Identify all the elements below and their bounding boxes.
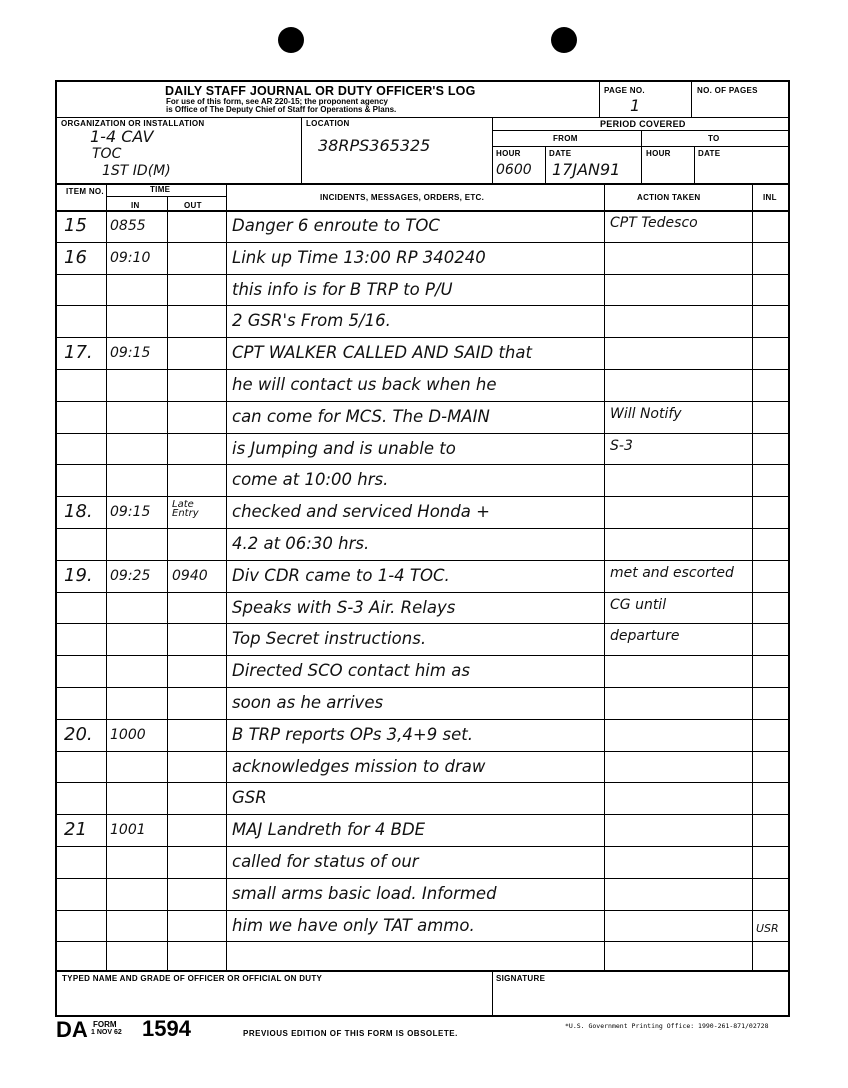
item-no-label: ITEM NO.: [66, 187, 104, 196]
divider: [599, 81, 600, 117]
row-line: [56, 369, 789, 370]
row-line: [56, 655, 789, 656]
action-taken-label: ACTION TAKEN: [637, 193, 701, 202]
row-incident-text[interactable]: called for status of our: [232, 852, 419, 871]
binder-hole-right: [551, 27, 577, 53]
row-time-in[interactable]: 09:15: [110, 345, 151, 362]
divider: [56, 117, 789, 118]
row-line: [56, 878, 789, 879]
row-incident-text[interactable]: acknowledges mission to draw: [232, 756, 486, 776]
row-incident-text[interactable]: Link up Time 13:00 RP 340240: [232, 247, 486, 267]
row-line: [56, 274, 789, 275]
row-item-no[interactable]: 18.: [64, 501, 93, 523]
row-time-in[interactable]: 1001: [110, 822, 146, 839]
page-no-label: PAGE NO.: [604, 86, 645, 95]
row-line: [56, 719, 789, 720]
form-subtitle-2: is Office of The Deputy Chief of Staff for Operations & Plans.: [166, 105, 397, 114]
location-label: LOCATION: [306, 119, 350, 128]
divider: [301, 117, 302, 183]
to-date-label: DATE: [698, 149, 721, 158]
row-line: [56, 464, 789, 465]
from-date-value[interactable]: 17JAN91: [552, 160, 621, 179]
divider: [492, 146, 789, 147]
row-item-no[interactable]: 16: [64, 246, 87, 268]
no-of-pages-label: NO. OF PAGES: [697, 86, 758, 95]
col-line-out: [226, 183, 227, 970]
signature-label: SIGNATURE: [496, 974, 546, 983]
row-incident-text[interactable]: Top Secret instructions.: [232, 629, 427, 649]
row-line: [56, 496, 789, 497]
gpo-note: *U.S. Government Printing Office: 1990-261-871/02728: [565, 1022, 769, 1030]
divider: [492, 117, 493, 183]
time-in-label: IN: [131, 201, 140, 210]
row-time-in[interactable]: 0855: [110, 218, 146, 234]
from-date-label: DATE: [549, 149, 572, 158]
row-incident-text[interactable]: 4.2 at 06:30 hrs.: [232, 534, 370, 553]
form-date: 1 NOV 62: [91, 1029, 122, 1036]
row-action-taken[interactable]: CPT Tedesco: [610, 215, 698, 231]
form-number: 1594: [142, 1016, 191, 1041]
row-incident-text[interactable]: checked and serviced Honda +: [232, 502, 490, 522]
period-covered-label: PERIOD COVERED: [600, 119, 686, 129]
previous-edition-note: PREVIOUS EDITION OF THIS FORM IS OBSOLETE.: [243, 1029, 458, 1038]
row-incident-text[interactable]: B TRP reports OPs 3,4+9 set.: [232, 724, 473, 744]
divider: [106, 196, 226, 197]
row-incident-text[interactable]: this info is for B TRP to P/U: [232, 279, 453, 299]
divider: [691, 81, 692, 117]
location-value[interactable]: 38RPS365325: [318, 136, 431, 155]
row-line: [56, 337, 789, 338]
time-label: TIME: [150, 185, 171, 194]
row-action-taken[interactable]: CG until: [610, 596, 667, 613]
divider: [492, 970, 493, 1016]
row-line: [56, 751, 789, 752]
row-incident-text[interactable]: him we have only TAT ammo.: [232, 915, 475, 935]
row-incident-text[interactable]: he will contact us back when he: [232, 375, 497, 394]
time-out-label: OUT: [184, 201, 202, 210]
row-time-in[interactable]: 09:10: [110, 249, 151, 266]
from-label: FROM: [553, 134, 578, 143]
row-initials[interactable]: USR: [756, 921, 779, 935]
to-label: TO: [708, 134, 720, 143]
row-line: [56, 560, 789, 561]
divider: [56, 210, 789, 212]
col-line-action: [752, 183, 753, 970]
row-line: [56, 814, 789, 815]
row-incident-text[interactable]: is Jumping and is unable to: [232, 438, 456, 458]
col-line-in: [167, 196, 168, 970]
row-incident-text[interactable]: Danger 6 enroute to TOC: [232, 216, 440, 235]
inl-label: INL: [763, 193, 777, 202]
divider: [56, 970, 789, 972]
row-incident-text[interactable]: Speaks with S-3 Air. Relays: [232, 597, 456, 617]
row-time-in[interactable]: 09:15: [110, 504, 151, 521]
row-incident-text[interactable]: CPT WALKER CALLED AND SAID that: [232, 343, 532, 363]
org-value-line3[interactable]: 1ST ID(M): [102, 163, 171, 179]
row-line: [56, 941, 789, 942]
row-line: [56, 846, 789, 847]
row-incident-text[interactable]: Div CDR came to 1-4 TOC.: [232, 565, 450, 585]
row-action-taken[interactable]: departure: [610, 628, 680, 645]
org-label: ORGANIZATION OR INSTALLATION: [61, 119, 205, 128]
row-incident-text[interactable]: small arms basic load. Informed: [232, 883, 497, 903]
row-incident-text[interactable]: GSR: [232, 788, 267, 808]
row-item-no[interactable]: 17.: [64, 342, 93, 364]
row-incident-text[interactable]: soon as he arrives: [232, 693, 384, 712]
org-value-line2[interactable]: TOC: [92, 146, 122, 162]
row-item-no[interactable]: 15: [64, 215, 87, 236]
row-incident-text[interactable]: MAJ Landreth for 4 BDE: [232, 820, 426, 840]
row-incident-text[interactable]: can come for MCS. The D-MAIN: [232, 406, 490, 426]
row-incident-text[interactable]: Directed SCO contact him as: [232, 661, 470, 681]
row-line: [56, 305, 789, 306]
from-hour-label: HOUR: [496, 149, 521, 158]
divider: [641, 130, 642, 183]
row-line: [56, 592, 789, 593]
typed-name-label: TYPED NAME AND GRADE OF OFFICER OR OFFICIAL ON DUTY: [62, 974, 323, 983]
org-value-line1[interactable]: 1-4 CAV: [90, 127, 154, 146]
row-time-in[interactable]: 09:25: [110, 567, 151, 584]
form-da: DA: [56, 1017, 88, 1042]
row-line: [56, 433, 789, 434]
row-action-taken[interactable]: met and escorted: [610, 564, 734, 581]
page-no-value[interactable]: 1: [630, 96, 641, 115]
incidents-label: INCIDENTS, MESSAGES, ORDERS, ETC.: [320, 193, 485, 202]
row-time-in[interactable]: 1000: [110, 726, 146, 743]
row-incident-text[interactable]: 2 GSR's From 5/16.: [232, 311, 391, 331]
divider: [545, 146, 546, 183]
form-word: FORM: [93, 1020, 117, 1029]
row-action-taken[interactable]: Will Notify: [610, 405, 682, 422]
row-line: [56, 910, 789, 911]
to-hour-label: HOUR: [646, 149, 671, 158]
divider: [694, 146, 695, 183]
row-item-no[interactable]: 21: [64, 819, 87, 841]
row-item-no[interactable]: 20.: [64, 723, 93, 745]
row-time-out[interactable]: 0940: [172, 567, 208, 584]
binder-hole-left: [278, 27, 304, 53]
col-line-incidents: [604, 183, 605, 970]
row-line: [56, 687, 789, 688]
row-incident-text[interactable]: come at 10:00 hrs.: [232, 470, 389, 490]
from-hour-value[interactable]: 0600: [496, 162, 532, 178]
form-title: DAILY STAFF JOURNAL OR DUTY OFFICER'S LOG: [165, 84, 476, 98]
row-time-out[interactable]: Late Entry: [172, 499, 199, 520]
row-line: [56, 242, 789, 243]
row-line: [56, 623, 789, 624]
row-action-taken[interactable]: S-3: [610, 437, 633, 454]
row-line: [56, 782, 789, 783]
col-line-item: [106, 183, 107, 970]
row-item-no[interactable]: 19.: [64, 564, 93, 586]
row-line: [56, 528, 789, 529]
row-line: [56, 401, 789, 402]
form-subtitle-1: For use of this form, see AR 220-15; the proponent agency: [166, 97, 388, 106]
